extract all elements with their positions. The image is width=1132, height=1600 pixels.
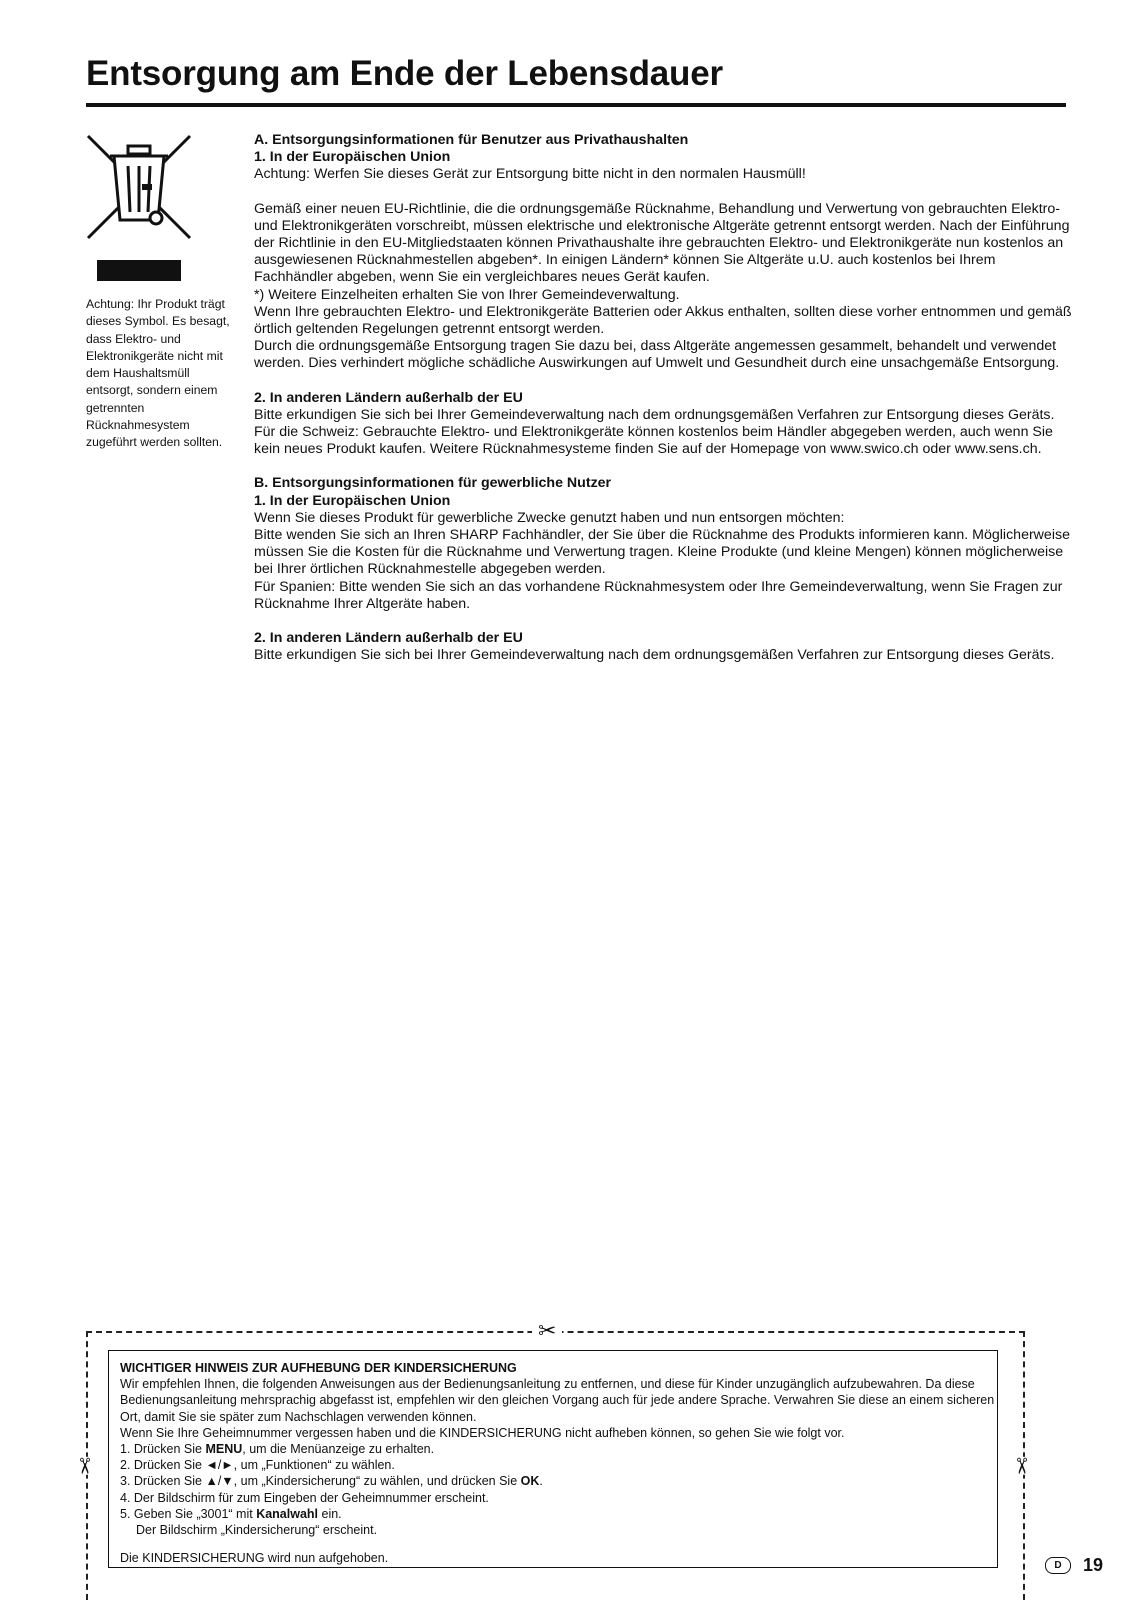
- step-key: MENU: [205, 1442, 243, 1457]
- step-text: . Der Bildschirm für zum Eingeben der Geheimnummer erscheint.: [126, 1490, 489, 1505]
- step-text: . Drücken Sie ▲/▼, um „Kindersicherung“ zu wählen, und drücken Sie: [126, 1474, 521, 1489]
- step-text: . Drücken Sie: [126, 1442, 206, 1457]
- section-a-eu-heading: 1. In der Europäischen Union: [254, 149, 451, 166]
- page-footer: [1045, 1555, 1103, 1576]
- notice-step: [120, 1506, 997, 1522]
- step-text: .: [539, 1474, 543, 1489]
- step-text: , um die Menüanzeige zu erhalten.: [242, 1442, 435, 1457]
- step-key: OK: [520, 1474, 540, 1489]
- step-key: Kanalwahl: [256, 1506, 319, 1521]
- section-a-para: Gemäß einer neuen EU-Richtlinie, die die ordnungsgemäße Rücknahme, Behandlung und Verwertung von gebrauchten Elektro- und Elektronikgeräten vorschreibt, müssen elektrische und elektronische Altgeräte getrennt entsorgt werden. Nach der Einführung der Richtlinie in den EU-Mitgliedstaaten können Privathaushalte ihre gebrauchten Elektro- und Elektronikgeräte nun kostenlos an ausgewiesenen Rücknahmestellen abgeben*. In einigen Ländern* können Sie Altgeräte u.U. auch kostenlos bei Ihrem Fachhändler abgeben, wenn Sie ein vergleichbares neues Gerät kaufen.: [254, 200, 1070, 286]
- section-b-para: Bitte erkundigen Sie sich bei Ihrer Gemeindeverwaltung nach dem ordnungsgemäßen Verfahren zur Entsorgung dieses Geräts.: [254, 647, 1055, 664]
- section-b-eu-heading: 1. In der Europäischen Union: [254, 492, 451, 509]
- step-number: 4: [120, 1490, 127, 1505]
- section-a-para: Wenn Ihre gebrauchten Elektro- und Elektronikgeräte Batterien oder Akkus enthalten, sollten diese vorher entnommen und gemäß örtlich geltenden Regelungen getrennt entsorgt werden.: [254, 303, 1072, 338]
- scissors-icon: ✂: [532, 1320, 562, 1342]
- crossed-out-wheelie-bin-icon: [84, 132, 194, 242]
- step-number: 3: [120, 1474, 127, 1489]
- section-b-para: Wenn Sie dieses Produkt für gewerbliche Zwecke genutzt haben und nun entsorgen möchten:: [254, 509, 845, 526]
- notice-step: [120, 1490, 997, 1506]
- step-number: 1: [120, 1442, 127, 1457]
- title-rule: [86, 103, 1066, 107]
- section-b-other-heading: 2. In anderen Ländern außerhalb der EU: [254, 630, 523, 647]
- notice-step5-sub: Der Bildschirm „Kindersicherung“ erscheint.: [136, 1523, 378, 1538]
- scissors-icon: ✂: [69, 1457, 99, 1475]
- section-a-other-heading: 2. In anderen Ländern außerhalb der EU: [254, 389, 523, 406]
- section-b-heading: B. Entsorgungsinformationen für gewerbliche Nutzer: [254, 475, 612, 492]
- section-b-para: Bitte wenden Sie sich an Ihren SHARP Fachhändler, der Sie über die Rücknahme des Produkts informieren kann. Möglicherweise müssen Sie die Kosten für die Rücknahme und Verwertung tragen. Kleine Produkte (und kleine Mengen) können möglicherweise bei Ihrer örtlichen Rücknahmestelle abgegeben werden.: [254, 527, 1070, 578]
- notice-step: [120, 1457, 997, 1473]
- step-text: ein.: [318, 1506, 342, 1521]
- section-a-para: Für die Schweiz: Gebrauchte Elektro- und Elektronikgeräte können kostenlos beim Händler abgegeben werden, auch wenn Sie kein neues Produkt kaufen. Weitere Rücknahmesysteme finden Sie auf der Homepage von www.swico.ch oder www.sens.ch.: [254, 424, 1053, 458]
- child-lock-notice: [108, 1350, 998, 1568]
- notice-steps: [120, 1441, 997, 1522]
- step-number: 2: [120, 1458, 127, 1473]
- symbol-black-bar: [97, 260, 181, 281]
- symbol-note: Achtung: Ihr Produkt trägt dieses Symbol. Es besagt, dass Elektro- und Elektronikgeräte nicht mit dem Haushaltsmüll entsorgt, sondern einem getrennten Rücknahmesystem zugeführt werden sollten.: [86, 297, 230, 450]
- page-title: Entsorgung am Ende der Lebensdauer: [86, 54, 723, 93]
- section-a-footnote: *) Weitere Einzelheiten erhalten Sie von Ihrer Gemeindeverwaltung.: [254, 286, 680, 303]
- section-a-warning: Achtung: Werfen Sie dieses Gerät zur Entsorgung bitte nicht in den normalen Hausmüll!: [254, 166, 806, 183]
- step-text: . Drücken Sie ◄/►, um „Funktionen“ zu wählen.: [126, 1458, 395, 1473]
- step-number: 5: [120, 1506, 127, 1521]
- notice-final: Die KINDERSICHERUNG wird nun aufgehoben.: [120, 1551, 389, 1566]
- section-b-para: Für Spanien: Bitte wenden Sie sich an das vorhandene Rücknahmesystem oder Ihre Gemeindeverwaltung, wenn Sie Fragen zur Rücknahme Ihrer Altgeräte haben.: [254, 578, 1063, 612]
- disposal-info: [254, 132, 1074, 664]
- language-badge: D: [1045, 1557, 1071, 1574]
- notice-step: [120, 1473, 997, 1489]
- notice-heading: WICHTIGER HINWEIS ZUR AUFHEBUNG DER KINDERSICHERUNG: [120, 1361, 517, 1375]
- step-text: . Geben Sie „3001“ mit: [126, 1506, 257, 1521]
- notice-step: [120, 1441, 997, 1457]
- page-number: 19: [1083, 1555, 1104, 1575]
- notice-condition: Wenn Sie Ihre Geheimnummer vergessen haben und die KINDERSICHERUNG nicht aufheben können, so gehen Sie wie folgt vor.: [120, 1425, 845, 1440]
- section-a-para: Durch die ordnungsgemäße Entsorgung tragen Sie dazu bei, dass Altgeräte angemessen gesammelt, behandelt und verwendet werden. Dies verhindert mögliche schädliche Auswirkungen auf Umwelt und Gesundheit durch eine unsachgemäße Entsorgung.: [254, 338, 1060, 372]
- section-a-heading: A. Entsorgungsinformationen für Benutzer aus Privathaushalten: [254, 132, 689, 148]
- notice-intro: Wir empfehlen Ihnen, die folgenden Anweisungen aus der Bedienungsanleitung zu entfernen, und diese für Kinder unzugänglich aufzubewahren. Da diese Bedienungsanleitung mehrsprachig abgefasst ist, empfehlen wir den gleichen Vorgang auch für jede andere Sprache. Verwahren Sie diese an einem sicheren Ort, damit Sie sie später zum Nachschlagen verwenden können.: [120, 1377, 995, 1424]
- section-a-para: Bitte erkundigen Sie sich bei Ihrer Gemeindeverwaltung nach dem ordnungsgemäßen Verfahren zur Entsorgung dieses Geräts.: [254, 406, 1055, 423]
- scissors-icon: ✂: [1006, 1457, 1036, 1475]
